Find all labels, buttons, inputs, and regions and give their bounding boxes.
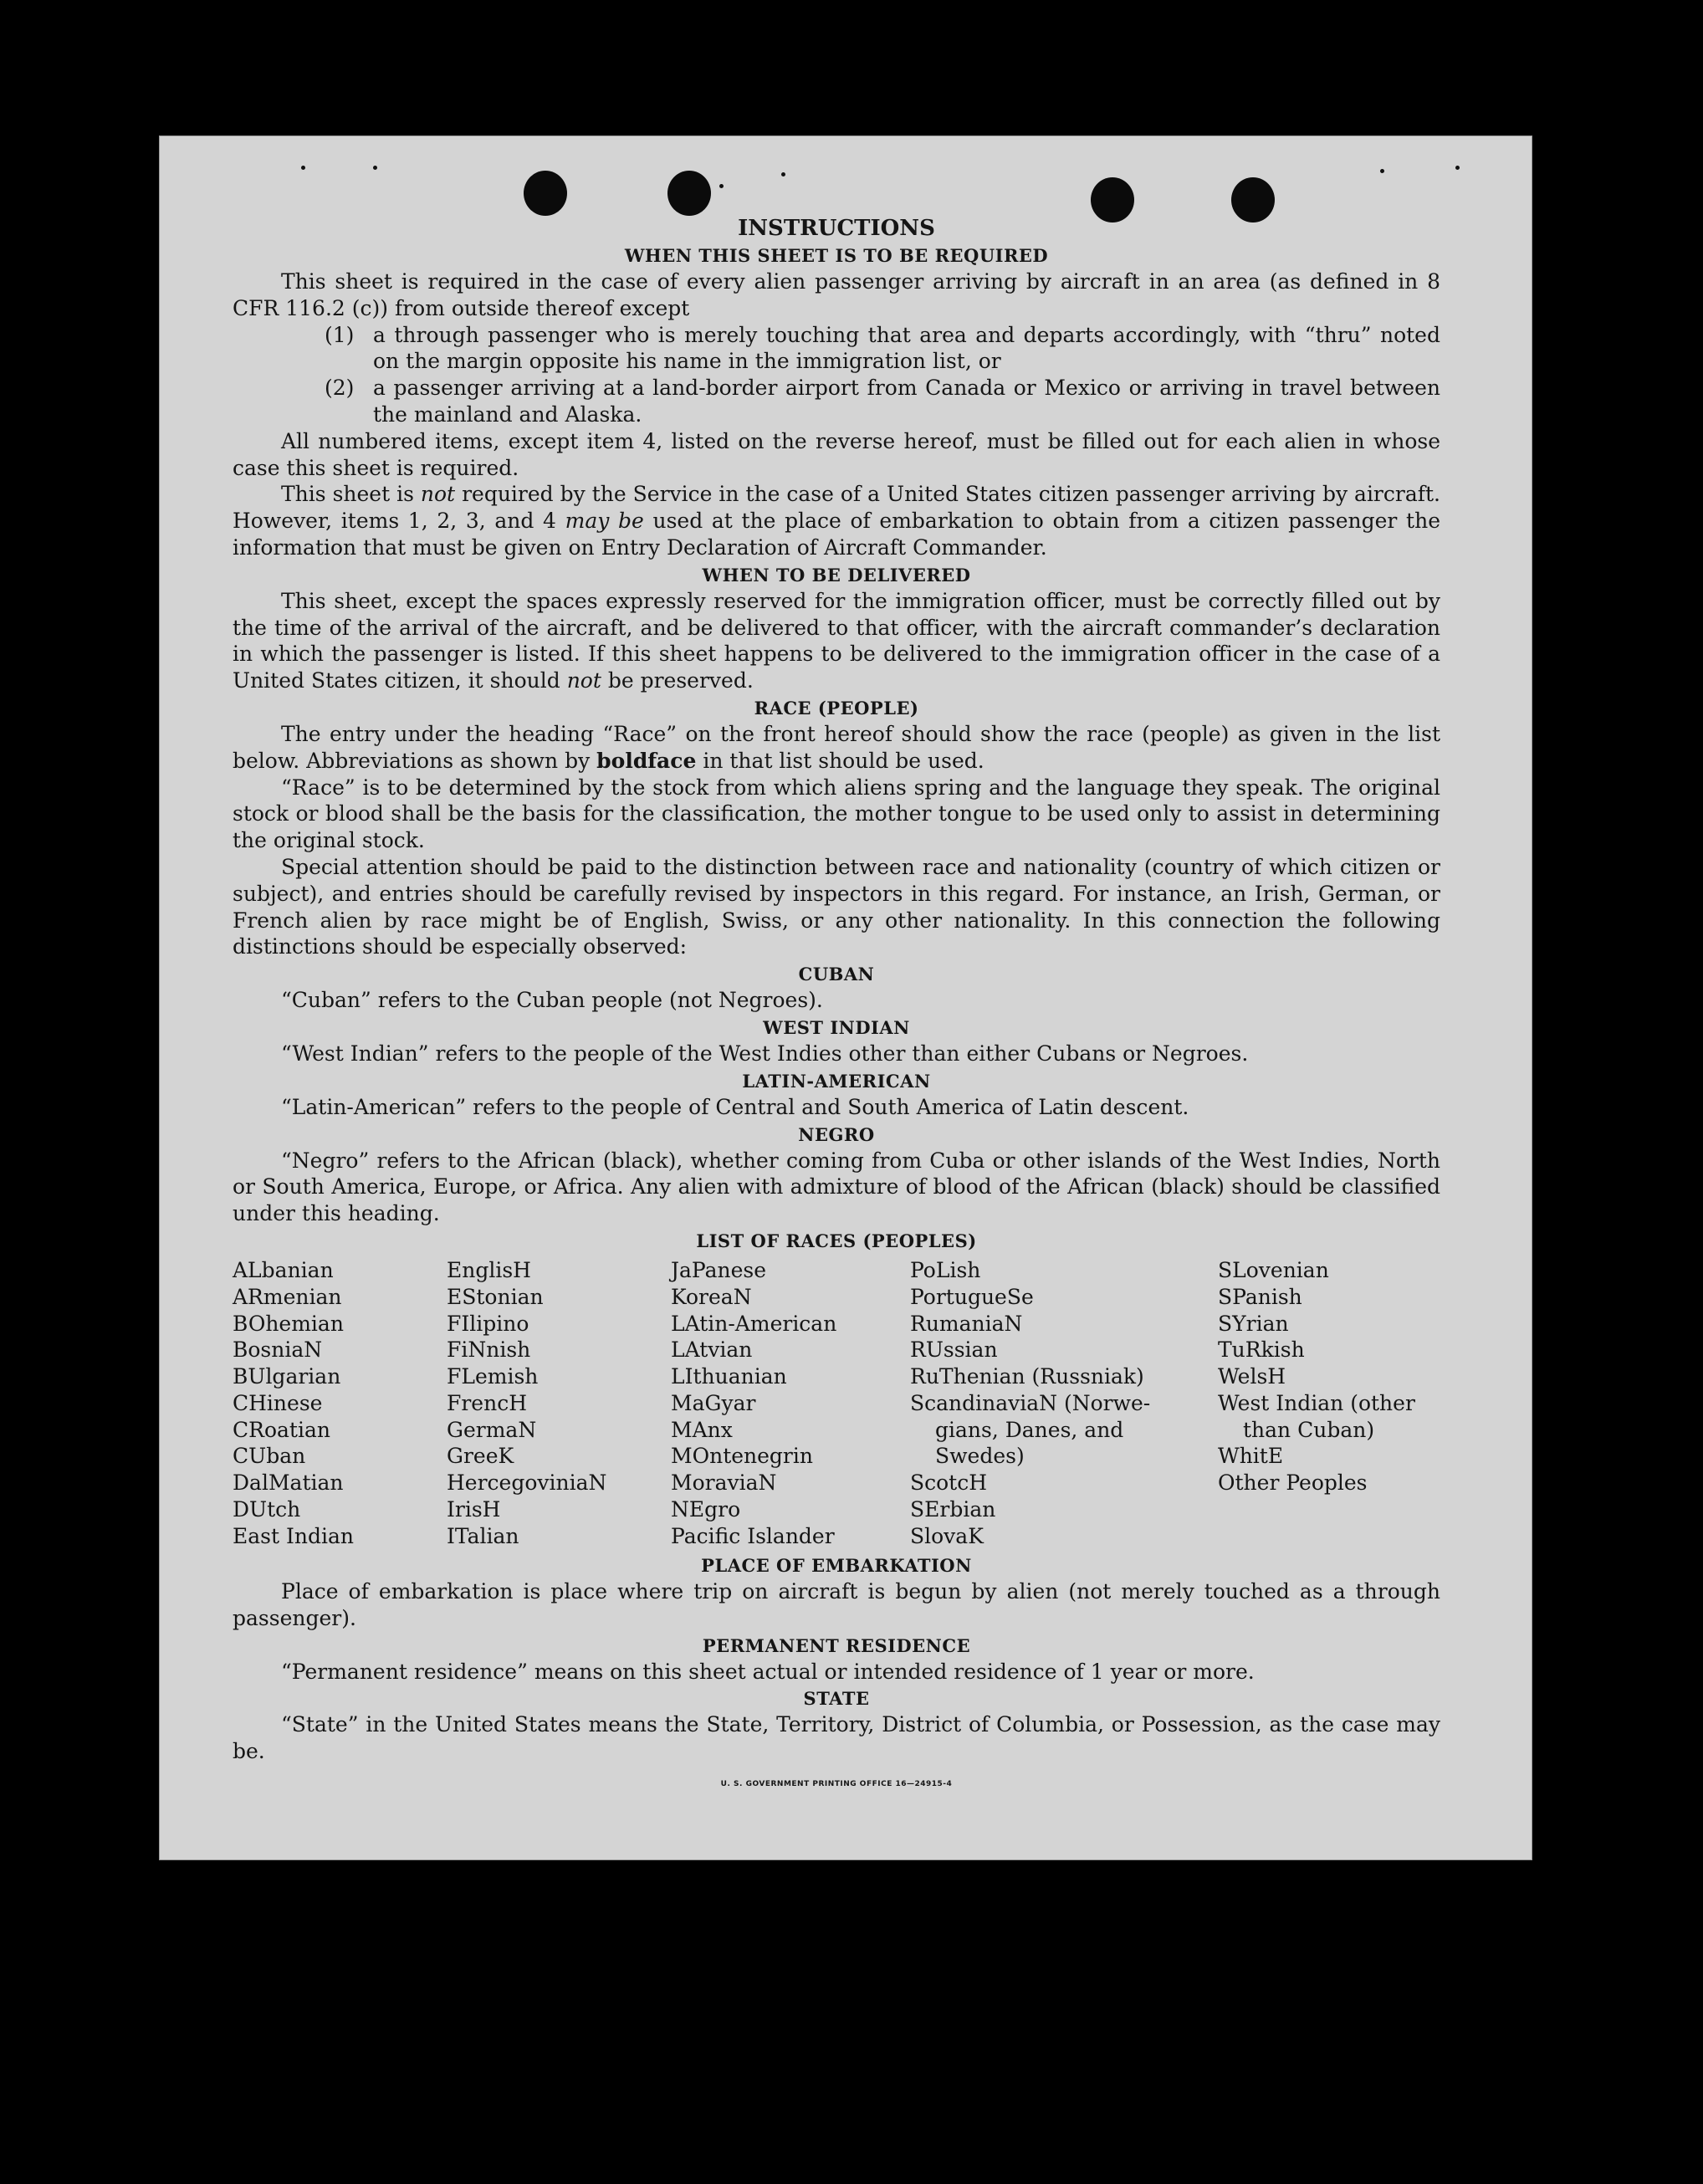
- race-entry: PoLish: [910, 1257, 981, 1282]
- section-heading-race: RACE (PEOPLE): [754, 697, 919, 719]
- exception-item: [325, 375, 1440, 428]
- race-entry: BOhemian: [233, 1311, 344, 1336]
- race-paragraph-2: “Race” is to be determined by the stock from which aliens spring and the language they speak. The original stock or blood shall be the basis for the classification, the mother tongue to be used only to assist in determining the original stock.: [233, 775, 1440, 853]
- when-delivered-paragraph: This sheet, except the spaces expressly reserved for the immigration officer, must be correctly filled out by the time of the arrival of the aircraft, and be delivered to that officer, with the aircraft commander’s declaration in which the passenger is listed. If this sheet happens to be delivered to the immigration officer in the case of a United States citizen, it should not be preserved.: [233, 588, 1440, 693]
- speck: [301, 166, 305, 170]
- section-heading-cuban: CUBAN: [798, 964, 875, 985]
- race-entry: FIlipino: [447, 1311, 529, 1336]
- state-paragraph: “State” in the United States means the State, Territory, District of Columbia, or Possession, as the case may be.: [233, 1712, 1440, 1764]
- race-entry: West Indian (other: [1218, 1390, 1415, 1415]
- race-entry: Other Peoples: [1218, 1470, 1368, 1496]
- race-entry: BUlgarian: [233, 1364, 341, 1389]
- race-entry: CUban: [233, 1444, 306, 1469]
- race-entry: SlovaK: [910, 1523, 984, 1548]
- race-entry: MOntenegrin: [671, 1444, 813, 1469]
- race-entry: RuThenian (Russniak): [910, 1364, 1144, 1389]
- cuban-paragraph: “Cuban” refers to the Cuban people (not Negroes).: [281, 988, 823, 1013]
- race-entry: FLemish: [447, 1364, 539, 1389]
- race-entry: NEgro: [671, 1497, 741, 1522]
- section-heading-when-required: WHEN THIS SHEET IS TO BE REQUIRED: [624, 245, 1049, 266]
- races-column-3: [671, 1257, 897, 1550]
- exception-item-text: a passenger arriving at a land-border airport from Canada or Mexico or arriving in travel between the mainland and Alaska.: [373, 376, 1440, 427]
- residence-paragraph: “Permanent residence” means on this sheet actual or intended residence of 1 year or more.: [281, 1659, 1255, 1684]
- race-entry: MoraviaN: [671, 1470, 777, 1496]
- race-entry: EStonian: [447, 1284, 544, 1309]
- latin-american-paragraph: “Latin-American” refers to the people of Central and South America of Latin descent.: [281, 1094, 1189, 1119]
- exception-item-text: a through passenger who is merely touching that area and departs accordingly, with “thru” noted on the margin opposite his name in the immigration list, or: [373, 322, 1440, 374]
- race-entry: GreeK: [447, 1444, 514, 1469]
- races-list: [233, 1257, 1440, 1552]
- speck: [781, 172, 785, 176]
- race-entry: GermaN: [447, 1417, 537, 1442]
- speck: [719, 184, 724, 188]
- embarkation-paragraph: Place of embarkation is place where trip on aircraft is begun by alien (not merely touched as a through passenger).: [233, 1578, 1440, 1630]
- race-entry: JaPanese: [671, 1257, 767, 1282]
- race-entry: LAtin-American: [671, 1311, 837, 1336]
- race-entry: HercegoviniaN: [447, 1470, 607, 1496]
- race-entry: Swedes): [935, 1444, 1025, 1469]
- negro-paragraph: “Negro” refers to the African (black), whether coming from Cuba or other islands of the West Indies, North or South America, Europe, or Africa. Any alien with admixture of blood of the African (black) should be classified under this heading.: [233, 1148, 1440, 1226]
- race-entry: SPanish: [1218, 1284, 1302, 1309]
- race-entry: SYrian: [1218, 1311, 1289, 1336]
- race-entry: EnglisH: [447, 1257, 531, 1282]
- printing-office-footer: U. S. GOVERNMENT PRINTING OFFICE 16—24915-4: [720, 1779, 953, 1788]
- punch-hole: [667, 171, 711, 216]
- when-required-intro: This sheet is required in the case of every alien passenger arriving by aircraft in an area (as defined in 8 CFR 116.2 (c)) from outside thereof except: [233, 269, 1440, 320]
- race-entry: LAtvian: [671, 1338, 753, 1363]
- race-entry: ARmenian: [233, 1284, 342, 1309]
- race-entry: than Cuban): [1243, 1417, 1375, 1442]
- speck: [1455, 166, 1460, 170]
- race-entry: LIthuanian: [671, 1364, 787, 1389]
- race-entry: CHinese: [233, 1390, 323, 1415]
- race-entry: FiNnish: [447, 1338, 531, 1363]
- document-content: [233, 215, 1440, 1798]
- section-heading-embarkation: PLACE OF EMBARKATION: [701, 1554, 972, 1576]
- exception-item-number: (2): [325, 376, 355, 401]
- race-entry: RUssian: [910, 1338, 998, 1363]
- race-entry: gians, Danes, and: [935, 1417, 1124, 1442]
- races-column-5: [1218, 1257, 1444, 1496]
- race-entry: East Indian: [233, 1523, 354, 1548]
- race-entry: TuRkish: [1218, 1338, 1305, 1363]
- race-entry: IrisH: [447, 1497, 501, 1522]
- race-entry: WhitE: [1218, 1444, 1284, 1469]
- speck: [1380, 169, 1384, 173]
- races-column-2: [447, 1257, 656, 1550]
- west-indian-paragraph: “West Indian” refers to the people of the West Indies other than either Cubans or Negroes.: [281, 1041, 1249, 1066]
- exception-item: [325, 322, 1440, 376]
- punch-hole: [524, 171, 567, 216]
- race-entry: WelsH: [1218, 1364, 1286, 1389]
- section-heading-races-list: LIST OF RACES (PEOPLES): [696, 1230, 977, 1251]
- races-column-1: [233, 1257, 433, 1550]
- section-heading-west-indian: WEST INDIAN: [763, 1016, 910, 1038]
- race-entry: BosniaN: [233, 1338, 323, 1363]
- race-entry: MaGyar: [671, 1390, 756, 1415]
- section-heading-when-delivered: WHEN TO BE DELIVERED: [702, 564, 971, 586]
- section-heading-latin-american: LATIN-AMERICAN: [742, 1070, 931, 1092]
- citizen-paragraph: This sheet is not required by the Service in the case of a United States citizen passenger arriving by aircraft. However, items 1, 2, 3, and 4 may be used at the place of embarkation to obtain from a citizen passenger the information that must be given on Entry Declaration of Aircraft Commander.: [233, 482, 1440, 560]
- race-entry: ScandinaviaN (Norwe-: [910, 1390, 1151, 1415]
- section-heading-negro: NEGRO: [798, 1123, 875, 1145]
- race-entry: FrencH: [447, 1390, 527, 1415]
- exception-item-number: (1): [325, 322, 355, 347]
- race-paragraph-1: The entry under the heading “Race” on the front hereof should show the race (people) as given in the list below. Abbreviations as shown by boldface in that list should be used.: [233, 721, 1440, 773]
- race-entry: ITalian: [447, 1523, 519, 1548]
- numbered-items-paragraph: All numbered items, except item 4, listed on the reverse hereof, must be filled out for each alien in whose case this sheet is required.: [233, 428, 1440, 480]
- race-entry: ALbanian: [233, 1257, 334, 1282]
- race-entry: SLovenian: [1218, 1257, 1329, 1282]
- document-title: INSTRUCTIONS: [738, 216, 935, 241]
- race-entry: SErbian: [910, 1497, 996, 1522]
- race-entry: DUtch: [233, 1497, 301, 1522]
- race-entry: MAnx: [671, 1417, 733, 1442]
- race-entry: CRoatian: [233, 1417, 330, 1442]
- race-entry: Pacific Islander: [671, 1523, 835, 1548]
- section-heading-state: STATE: [803, 1688, 870, 1710]
- document-sheet: [159, 136, 1532, 1860]
- race-paragraph-3: Special attention should be paid to the distinction between race and nationality (country of which citizen or subject), and entries should be carefully revised by inspectors in this regard. For instance, an Irish, German, or French alien by race might be of English, Swiss, or any other nationality. In this connection the following distinctions should be especially observed:: [233, 854, 1440, 959]
- race-entry: PortugueSe: [910, 1284, 1034, 1309]
- race-entry: KoreaN: [671, 1284, 752, 1309]
- races-column-4: [910, 1257, 1186, 1550]
- race-entry: DalMatian: [233, 1470, 344, 1496]
- speck: [373, 166, 377, 170]
- race-entry: RumaniaN: [910, 1311, 1023, 1336]
- section-heading-residence: PERMANENT RESIDENCE: [702, 1634, 971, 1656]
- race-entry: ScotcH: [910, 1470, 988, 1496]
